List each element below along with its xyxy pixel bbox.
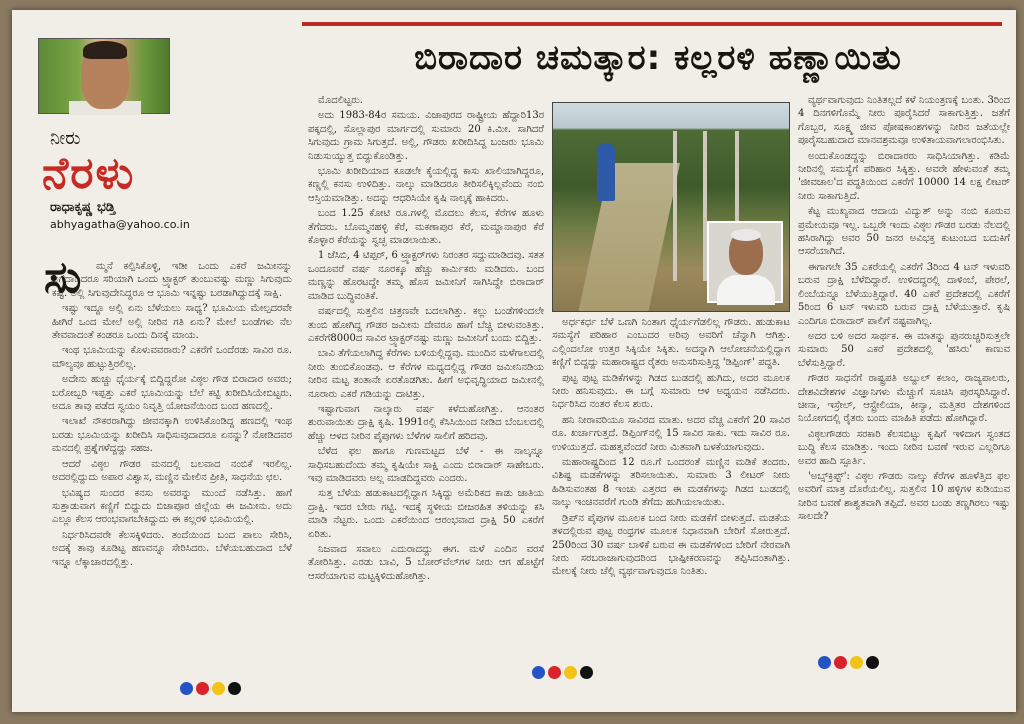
column-title: ನೆರಳು bbox=[42, 148, 136, 199]
drop-cap: ಸು bbox=[44, 252, 82, 303]
paragraph: 'ಅಬ್ಸ್‌ಕ್ರಿಪ್ಟ್': ವಿಠ್ಠಲ ಗೌಡರು ನಾಲ್ಕು ಕೆರೆಗಳ ಹೂಳೆತ್ತಿದ ಫಲ ಅವರಿಗೆ ಮಾತ್ರ ದೊರೆಯಲಿಲ್ಲ. ಸುತ್ತಲಿನ 10 ಹಳ್ಳಿಗಳ ಕುಡಿಯುವ ನೀರಿನ ಬವಣೆ ಶಾಶ್ವತವಾಗಿ ತಪ್ಪಿದೆ. ಅವರ ಬಂಡು ತಣ್ಣಗಿರಲು ಇಷ್ಟು ಸಾಲದೇ? bbox=[798, 470, 1010, 523]
paragraph: ಆದರೆ ವಿಠ್ಠಲ ಗೌಡರ ಮನದಲ್ಲಿ ಬಲವಾದ ನಂಬಿಕೆ ಇರಲಿಲ್ಲ. ಅದರಲ್ಲಿದ್ದುದು ಅಪಾರ ವಿಶ್ವಾಸ, ಮಣ್ಣಿನ ಮೇಲಿನ ಪ್ರೀತಿ, ಸಾಧನೆಯ ಛಲ. bbox=[52, 458, 292, 484]
color-dot bbox=[818, 656, 831, 669]
color-dot bbox=[548, 666, 561, 679]
paragraph: ಬಾವಿ ತೆಗೆಯಲಾಗಿದ್ದ ಕೆರೆಗಳು ಬಳಿಯಲ್ಲಿದ್ದವು. ಮುಂದಿನ ಮಳೆಗಾಲದಲ್ಲಿ ನೀರು ತುಂಬಿಕೊಂಡವು. ಆ ಕೆರೆಗಳ ಮಧ್ಯದಲ್ಲಿದ್ದ ಗೌಡರ ಜಮೀನಿನಡಿಯ ನೀರಿನ ಮಟ್ಟ ತಂತಾನೇ ಏರತೊಡಗಿತು. ಹೀಗೆ ಅಭಿವೃದ್ಧಿಯಾದ ಜಮೀನಲ್ಲಿ ನೂರಾರು ಎಕರೆ ಗಡಿಯನ್ನು ದಾಟಿತ್ತು. bbox=[308, 348, 544, 400]
photo-path bbox=[576, 163, 680, 312]
paragraph: ಅದರ ಬಳಿ ಅದರ ಸಾರ್ಥಕ. ಈ ಮಾತನ್ನು ಪುನರುಚ್ಚರಿಸುತ್ತಲೇ ಸುಮಾರು 50 ಎಕರೆ ಪ್ರದೇಶದಲ್ಲಿ 'ಹಸಿರು' ಕಾಣುವ ಬೆಳೆಸುತ್ತಿದ್ದಾರೆ. bbox=[798, 330, 1010, 369]
farmer-portrait bbox=[707, 221, 783, 303]
author-email: abhyagatha@yahoo.co.in bbox=[50, 218, 190, 231]
registration-dots bbox=[818, 656, 879, 669]
paragraph: ಇಷ್ಟು ಇದ್ದೂ ಅಲ್ಲಿ ಏನು ಬೆಳೆಯಲು ಸಾಧ್ಯ? ಭೂಮಿಯ ಮೇಲ್ಪದರವೇ ಹೀಗಿರೆ ಒಂದ ಮೇಲೆ ಅಲ್ಲಿ ನೀರಿನ ಗತಿ ಏನು? ಮೇಲೆ ಬಂಡೆಗಳು ನೆಲ ತೇವವಾದಂತೆ ಕಂಡರೂ ಒಂದು ದಿನಕ್ಕೆ ಮಾಯ. bbox=[52, 303, 292, 342]
article-headline: ಬಿರಾದಾರ ಚಮತ್ಕಾರ: ಕಲ್ಲರಳಿ ಹಣ್ಣಾಯಿತು bbox=[414, 38, 902, 78]
paragraph: ಮಹಾರಾಷ್ಟ್ರದಿಂದ 12 ರೂ.ಗೆ ಒಂದರಂತೆ ಮಣ್ಣಿನ ಮಡಿಕೆ ತಂದರು. ವಿಶಿಷ್ಟ ಮಡಕೆಗಳನ್ನು ತರಿಸಲಾಯಿತು. ಸುಮಾರು 3 ಲೀಟರ್ ನೀರು ಹಿಡಿಸುವಂತಹ 8 ಇಂಚು ಎತ್ತರದ ಈ ಮಡಕೆಗಳನ್ನು ಗಿಡದ ಬುಡದಲ್ಲಿ ನಾಲ್ಕು ಇಂಚಿನವರೆಗೆ ಗುಂಡಿ ತೆಗೆದು ಹುಗಿಯಲಾಯಿತು. bbox=[552, 457, 790, 509]
paragraph: ವರ್ಷದಲ್ಲಿ ಸುತ್ತಲಿನ ಚಿತ್ರಣವೇ ಬದಲಾಗಿತ್ತು. ಕಲ್ಲು ಬಂಡೆಗಳಿಂದಲೇ ತುಂಬಿ ಹೋಗಿದ್ದ ಗೌಡರ ಜಮೀನು ದೇವರೂ ಹಾಗೆ ಬೆಚ್ಚಿ ಬೀಳುವಂತಿತ್ತು. ಎಕರೆಗೆ8000ದ ಸಾವಿರ ಟ್ರ್ಯಾಕ್ಟರ್‌ನಷ್ಟು ಮಣ್ಣು ಜಮೀನಿಗೆ ಬಂದು ಬಿದ್ದಿತ್ತು. bbox=[308, 306, 544, 344]
paragraph: ಅಂದುಕೊಂಡದ್ದನ್ನು ಬಿರಾದಾರರು ಸಾಧಿಸಿಯಾಗಿತ್ತು. ಕಡಿಮೆ ನೀರಿನಲ್ಲಿ ಸಮಸ್ಯೆಗೆ ಪರಿಹಾರ ಸಿಕ್ಕಿತ್ತು. ಅವರೇ ಹೇಳುವಂತೆ ತಮ್ಮ 'ಜೀವಜಾಲ'ದ ಪದ್ಧತಿಯಿಂದ ಎಕರೆಗೆ 10000 14 ಲಕ್ಷ ಲೀಟರ್ ನೀರು ಸಾಕಾಗುತ್ತಿದೆ. bbox=[798, 150, 1010, 202]
author-name: ರಾಧಾಕೃಷ್ಣ ಭಡ್ತಿ bbox=[50, 200, 116, 215]
paragraph: ಈಗಾಗಲೇ 35 ಎಕರೆಯಲ್ಲಿ ಎಕರೆಗೆ 3ರಿಂದ 4 ಟನ್ ಇಳುವರಿ ಬರುವ ದ್ರಾಕ್ಷಿ ಬೆಳೆದಿದ್ದಾರೆ. ಉಳಿದದ್ದರಲ್ಲಿ ದಾಳಿಂಬೆ, ಪೇರಲೆ, ಲಿಂಬೆಯನ್ನೂ ಬೆಳೆಯುತ್ತಿದ್ದಾರೆ. 40 ಎಕರೆ ಪ್ರದೇಶದಲ್ಲಿ ಎಕರೆಗೆ 5ರಿಂದ 6 ಟನ್ ಇಳುವರಿ ಬರುವ ದ್ರಾಕ್ಷಿ ಬೆಳೆಯುತ್ತಾರೆ. ಕೃಷಿ ಎಂದಿಗೂ ಬಿರಾದಾರ್ ಪಾಲಿಗೆ ನಷ್ಟವಾಗಿಲ್ಲ. bbox=[798, 261, 1010, 327]
paragraph: ಅರ್ಧಕರ್ಧ ಬೆಳೆ ಒಣಗಿ ನಿಂತಾಗ ಧೈರ್ಯಗೆಡಲಿಲ್ಲ ಗೌಡರು. ಹುಡುಕಾಟ ಸಮಸ್ಯೆಗೆ ಪರಿಹಾರ ಎಂಬುದರ ಅರಿವು ಅವರಿಗೆ ಚೆನ್ನಾಗಿ ಆಗಿತ್ತು. ಎಲ್ಲಿಂದಲೋ ಉತ್ತರ ಸಿಕ್ಕಿಯೇ ಸಿಕ್ಕಿತು. ಅದನ್ನಾಗಿ ಆಲೋಚನೆಯಲ್ಲಿದ್ದಾಗ ಕಣ್ಣಿಗೆ ಬಿದ್ದದ್ದು ಮಹಾರಾಷ್ಟ್ರದ ರೈತರು ಅನುಸರಿಸುತ್ತಿದ್ದ 'ಡಿಪ್ಪಿಂಗ್' ಪದ್ಧತಿ. bbox=[552, 317, 790, 369]
paragraph: ಸುತ್ತ ಬೆಳೆಯ ಹಡುಕಾಟದಲ್ಲಿದ್ದಾಗ ಸಿಕ್ಕಿದ್ದು ಅಮೆರಿಕದ ಕಾಡು ಜಾತಿಯ ದ್ರಾಕ್ಷಿ. ಇದರ ಬೇರು ಗಟ್ಟಿ. ಇದಕ್ಕೆ ಸ್ಥಳೀಯ ಬೀಜರಹಿತ ತಳಿಯನ್ನು ಕಸಿ ಮಾಡಿ ನೆಟ್ಟರು. ಒಂದು ಎಕರೆಯಿಂದ ಆರಂಭವಾದ ದ್ರಾಕ್ಷಿ 50 ಎಕರೆಗೆ ಏರಿತು. bbox=[308, 488, 544, 540]
paragraph: ಬೆಳೆದ ಫಲ ಹಾಗೂ ಗುಣಮಟ್ಟದ ಬೆಳೆ - ಈ ನಾಲ್ಕನ್ನೂ ಸಾಧಿಸಬಹುದೆಂದು ತಮ್ಮ ಕೃಷಿಯೇ ಸಾಕ್ಷಿ ಎಂದು ಬಿರಾದಾರ್ ಸಾಹೇಬರು. ಇವು ಮಾಡಿದವರು ಅಲ್ಲ ಮಾಡದಿದ್ದವರು ಎಂದರು. bbox=[308, 446, 544, 484]
color-dot bbox=[180, 682, 193, 695]
article-column-3 bbox=[552, 316, 790, 704]
color-dot bbox=[834, 656, 847, 669]
registration-dots bbox=[180, 682, 241, 695]
paragraph: ನಿರ್ಧರಿಸಿದವರೇ ಕೆಲಸಕ್ಕಿಳಿದರು. ತಂದೆಯಿಂದ ಬಂದ ಪಾಲು ಸೇರಿಸಿ, ಅದಕ್ಕೆ ತಾವು ಕೂಡಿಟ್ಟ ಹಣವನ್ನೂ ಸೇರಿಸಿದರು. ಬೆಳೆಯಬಹುದಾದ ಬೆಳೆ ಇನ್ನೂ ಲೆಕ್ಕಾಚಾರದಲ್ಲಿತ್ತು. bbox=[52, 529, 292, 568]
color-dot bbox=[532, 666, 545, 679]
paragraph: ಇಂಥ ಭೂಮಿಯನ್ನು ಕೊಳುವವರಾರು? ಎಕರೆಗೆ ಒಂದೆರಡು ಸಾವಿರ ರೂ. ಮೌಲ್ಯವೂ ಹುಟ್ಟುತ್ತಿರಲಿಲ್ಲ. bbox=[52, 345, 292, 370]
paragraph: ನಿಜವಾದ ಸವಾಲು ಎದುರಾದದ್ದು ಈಗ. ಮಳೆ ಎಂದಿನ ವರಸೆ ತೋರಿಸಿತ್ತು. ಎರಡು ಬಾವಿ, 5 ಬೋರ್‌ವೆಲ್‌ಗಳ ನೀರು ಆಗ ಹೊಟ್ಟೆಗೆ ಆಸರೆಯಾಗುವ ಮಟ್ಟಕ್ಕಿಳಿದುಹೋಗಿತ್ತು. bbox=[308, 544, 544, 582]
portrait-hair bbox=[731, 229, 761, 241]
color-dot bbox=[580, 666, 593, 679]
color-dot bbox=[850, 656, 863, 669]
paragraph: ಬಂದ 1.25 ಕೋಟಿ ರೂ.ಗಳಲ್ಲಿ ಮೊದಲು ಕೆಲಸ, ಕೆರೆಗಳ ಹೂಳು ತೆಗೆದರು. ಬೊಮ್ಮನಹಳ್ಳಿ ಕೆರೆ, ಮಕಣಾಪುರ ಕೆರೆ, ಮಮ್ದಾನಾಪುರ ಕೆರೆ ಕೊಳ್ಳಾರ ಕೆರೆಯನ್ನು ಸ್ವಚ್ಛ ಮಾಡಲಾಯಿತು. bbox=[308, 208, 544, 247]
article-column-1 bbox=[52, 260, 292, 690]
paragraph: ಅದು 1983-84ರ ಸಮಯ. ವಿಜಾಪುರದ ರಾಷ್ಟ್ರೀಯ ಹೆದ್ದಾರಿ13ರ ಪಕ್ಕದಲ್ಲಿ, ಸೊಲ್ಲಾಪುರ ಮಾರ್ಗದಲ್ಲಿ ಸುಮಾರು 20 ಕಿ.ಮೀ. ಸಾಗಿದರೆ ಸಿಗುವುದು ಗ್ರಾಮ ಸಿಗುತ್ತದೆ. ಅಲ್ಲಿ, ಗೌಡರು ಖರೀದಿಸಿದ್ದ ಬಂಜರು ಭೂಮಿ ನಿಡುಸುಯ್ಯುತ್ತ ಬಿದ್ದುಕೊಂಡಿತ್ತು. bbox=[308, 110, 544, 162]
registration-dots bbox=[532, 666, 593, 679]
color-dot bbox=[228, 682, 241, 695]
article-column-4 bbox=[798, 94, 1010, 704]
paragraph: ವಿಠ್ಠಲಗೌಡರು ಸರಕಾರಿ ಕೆಲಸಬಿಟ್ಟು ಕೃಷಿಗೆ ಇಳಿದಾಗ ಸ್ವಂತದ ಬುದ್ಧಿ ಕೆಲಸ ಮಾಡಿತ್ತು. ಇಂದು ನೀರಿನ ಬವಣೆ ಇರುವ ಎಲ್ಲರಿಗೂ ಅವರ ಹಾದಿ ಸ್ಪೂರ್ತಿ. bbox=[798, 428, 1010, 467]
color-dot bbox=[212, 682, 225, 695]
photo-hair bbox=[83, 41, 127, 59]
portrait-shirt bbox=[717, 275, 775, 305]
paragraph: ಮ್ಮನೆ ಕಲ್ಪಿಸಿಕೊಳ್ಳಿ, ಇಡೀ ಒಂದು ಎಕರೆ ಜಮೀನನ್ನು ಅಗೆದಾಡಿದರೂ ಸರಿಯಾಗಿ ಒಂದು ಟ್ರ್ಯಾಕ್ಟರ್ ತುಂಬುವಷ್ಟು ಮಣ್ಣು ಸಿಗುವುದು ಕಷ್ಟ. ಅಲ್ಲಿ ಸಿಗುವುದೇನಿದ್ದರೂ ಆ ಭೂಮಿ ಇನ್ನಷ್ಟು ಬರಡಾಗಿದ್ದುದಕ್ಕೆ ಸಾಕ್ಷಿ. bbox=[52, 261, 292, 299]
paragraph: ಭವಿಷ್ಯದ ಸುಂದರ ಕನಸು ಅವರನ್ನು ಮುಂದೆ ನಡೆಸಿತ್ತು. ಹಾಗೆ ಸುತ್ತಾಡುವಾಗ ಕಣ್ಣಿಗೆ ಬಿದ್ದುದು ಬಿಜಾಪೂರ ಜಿಲ್ಲೆಯ ಈ ಜಮೀನು. ಅದು ಎಲ್ಲೂ ಕೆಲಸ ಆರಂಭವಾಗಬೇಕಿದ್ದುದು ಈ ಕಲ್ಲರಳಿ ಭೂಮಿಯಲ್ಲಿ. bbox=[52, 487, 292, 526]
paragraph: ಇಷ್ಟಾಗುವಾಗ ನಾಲ್ಕಾರು ವರ್ಷ ಕಳೆದುಹೋಗಿತ್ತು. ಆನಂತರ ಶುರುವಾಯಿತು ದ್ರಾಕ್ಷಿ ಕೃಷಿ. 1991ರಲ್ಲಿ ಕೆಸಿಸಿಯಿಂದ ನೀಡಿದ ಬೆಂಬಲದಲ್ಲಿ ಹೆಚ್ಚು ಆಳದ ನೀರಿನ ಪೈಪುಗಳು ಬೆಳೆಗಳ ಸಾಲಿಗೆ ಹರಿದವು. bbox=[308, 403, 544, 442]
paragraph: ಭೂಮಿ ಖರೀದಿಯಾದ ಕೂಡಲೇ ಕೈಯಲ್ಲಿದ್ದ ಕಾಸು ಖಾಲಿಯಾಗಿದ್ದರೂ, ಕಣ್ಣಲ್ಲಿ ಕನಸು ಉಳಿದಿತ್ತು. ನಾಲ್ಕು ಮಾಡಿದರೂ ತೀರಿಸಲಿಕ್ಕಿಲ್ಲವೆಂದು ನಂಬಿ ಆಸ್ತಿಯಮಾಡಿತ್ತು. ಅದನ್ನು ಆಧರಿಸಿಯೇ ಕೃಷಿ ನಾಲ್ಕಕ್ಕೆ ಹಾಕಿದರು. bbox=[308, 166, 544, 204]
paragraph: ಡ್ರಿಪ್‌ನ ಪೈಪುಗಳ ಮೂಲಕ ಬಂದ ನೀರು ಮಡಕೆಗೆ ಬೀಳುತ್ತದೆ. ಮಡಕೆಯ ತಳದಲ್ಲಿರುವ ಪುಟ್ಟ ರಂಧ್ರಗಳ ಮೂಲಕ ನಿಧಾನವಾಗಿ ಬೇರಿಗೆ ಸೋರುತ್ತದೆ. 250ರಿಂದ 30 ವರ್ಷ ಬಾಳಿಕೆ ಬರುವ ಈ ಮಡಕೆಗಳಿಂದ ಬೇರಿಗೆ ನೇರವಾಗಿ ನೀರು ಸರಬರಾಜಾಗುವುದರಿಂದ ಭಾಷ್ಪೀಕರಣವನ್ನು ತಪ್ಪಿಸಿದಂತಾಗಿತ್ತು. ಮೇಲಕ್ಕೆ ನೀರು ಚೆಲ್ಲಿ ವ್ಯರ್ಥವಾಗುವುದೂ ನಿಂತಿತು. bbox=[552, 512, 790, 578]
paragraph: ಇಲಾಖೆ ನೌಕರರಾಗಿದ್ದು ಜೀವನಕ್ಕಾಗಿ ಉಳಿಸಿಕೊಂಡಿದ್ದ ಹಣದಲ್ಲಿ ಇಂಥ ಬರಡು ಭೂಮಿಯನ್ನು ಖರೀದಿಸಿ ಸಾಧಿಸುವುದಾದರೂ ಏನನ್ನು? ನೋಡಿದವರ ಮನದಲ್ಲಿ ಪ್ರಶ್ನೆಗಳೆದ್ದದ್ದು ಸಹಜ. bbox=[52, 416, 292, 455]
paragraph: ಕೆಟ್ಟ ಮುಖ್ಯವಾದ ಆದಾಯ ವಿದ್ಯುತ್ ಅನ್ನು ನಂಬಿ ಕೂರುವ ಪ್ರಮೇಯವೂ ಇಲ್ಲ. ಒಬ್ಬರೇ ಇಂದು ವಿಠ್ಠಲ ಗೌಡರ ಬರಡು ನೆಲದಲ್ಲಿ ಹಸಿರಾಗಿದ್ದು ಅವರ 50 ಜನರ ಅವಿಭಕ್ತ ಕುಟುಂಬದ ಬದುಕಿಗೆ ಆಸರೆಯಾಗಿದೆ. bbox=[798, 206, 1010, 258]
paragraph: ವ್ಯರ್ಥವಾಗುವುದು ನಿಂತಿತಲ್ಲದೆ ಕಳೆ ನಿಯಂತ್ರಣಕ್ಕೆ ಬಂತು. 3ರಿಂದ 4 ದಿನಗಳಿಗೊಮ್ಮೆ ನೀರು ಪೂರೈಸಿದರೆ ಸಾಕಾಗುತ್ತಿತ್ತು. ಜತೆಗೆ ಗೊಬ್ಬರ, ಸೂಕ್ಷ್ಮ ಜೀವ ಪೋಷಕಾಂಶಗಳನ್ನು ನೀರಿನ ಜತೆಯಲ್ಲೇ ಪೂರೈಸಬಹುದಾದ ಮಾನವಶ್ರಮವೂ ಉಳಿತಾಯವಾಗಲಾರಂಭಿಸಿತು. bbox=[798, 95, 1010, 147]
paragraph: ಪುಟ್ಟ ಪುಟ್ಟ ಮಡಿಕೆಗಳನ್ನು ಗಿಡದ ಬುಡದಲ್ಲಿ ಹುಗಿದು, ಅದರ ಮೂಲಕ ನೀರು ಹನಿಸುವುದು. ಈ ಬಗ್ಗೆ ಸುಮಾರು ಆಳ ಅಧ್ಯಯನ ನಡೆಸಿದರು. ನಿರ್ಧರಿಸಿದ ನಂತರ ಕೆಲಸ ಶುರು. bbox=[552, 372, 790, 411]
paragraph: ಮೊದಲಿಟ್ಟರು. bbox=[318, 95, 363, 106]
color-dot bbox=[866, 656, 879, 669]
header-rule bbox=[302, 22, 1002, 26]
paragraph: ಹನಿ ನೀರಾವರಿಯೂ ಸಾವಿರದ ಮಾತು. ಅದರ ವೆಚ್ಚ ಎಕರೆಗೆ 20 ಸಾವಿರ ರೂ. ಖರ್ಚಾಗುತ್ತದೆ. ಡಿಪ್ಪಿಂಗ್‌ನಲ್ಲಿ 15 ಸಾವಿರ ಸಾಕು. ಇದು ಸಾವಿರ ರೂ. ಉಳಿಯುತ್ತದೆ. ಮಹತ್ವವೆಂದರೆ ನೀರು ಮಿತವಾಗಿ ಬಳಕೆಯಾಗುವುದು. bbox=[552, 414, 790, 453]
photo-worker bbox=[597, 143, 615, 201]
photo-pole bbox=[673, 131, 677, 281]
color-dot bbox=[196, 682, 209, 695]
article-column-2 bbox=[308, 94, 544, 704]
color-dot bbox=[564, 666, 577, 679]
paragraph: ಗೌಡರ ಸಾಧನೆಗೆ ರಾಷ್ಟ್ರಪತಿ ಅಬ್ದುಲ್ ಕಲಾಂ, ರಾಜ್ಯಪಾಲರು, ದೇಶವಿದೇಶಗಳ ವಿಜ್ಞಾನಿಗಳು ಮೆಚ್ಚುಗೆ ಸೂಚಿಸಿ ಪುರಸ್ಕರಿಸಿದ್ದಾರೆ. ಚೀನಾ, ಇಸ್ರೇಲ್, ಆಸ್ಟ್ರೇಲಿಯಾ, ಕೀನ್ಯಾ, ಮತ್ತಿತರ ದೇಶಗಳಿಂದ ನಿಯೋಗದಲ್ಲಿ ರೈತರು ಬಂದು ಮಾಹಿತಿ ಪಡೆದು ಹೋಗಿದ್ದಾರೆ. bbox=[798, 373, 1010, 425]
vineyard-photo bbox=[552, 102, 790, 312]
paragraph: 1 ಜೆಸಿಬಿ, 4 ಟಿಪ್ಪರ್, 6 ಟ್ರ್ಯಾಕ್ಟರ್‌ಗಳು ನಿರಂತರ ಸದ್ದುಮಾಡಿದವು. ಸತತ ಒಂದೂವರೆ ವರ್ಷ ನೂರಕ್ಕೂ ಹೆಚ್ಚು ಕಾರ್ಮಿಕರು ಮಡಿದರು. ಬಂದ ಮಣ್ಣನ್ನು ಹೊರಟದ್ದೇ ತಮ್ಮ ಹೊಸ ಜಮೀನಿಗೆ ಸಾಗಿಸಿದ್ದೇ ಬಿರಾದಾರ್ ಮಾಡಿದ ಬುದ್ಧಿವಂತಿಕೆ. bbox=[308, 250, 544, 302]
columnist-photo bbox=[38, 38, 170, 114]
paragraph: ಅದೇನು ಹುಚ್ಚು ಧೈರ್ಯಕ್ಕೆ ಬಿದ್ದಿದ್ದರೋ ವಿಠ್ಠಲ ಗೌಡ ಬಿರಾದಾರ ಅವರು; ಬರೋಬ್ಬರಿ ಇಪ್ಪತ್ತು ಎಕರೆ ಭೂಮಿಯನ್ನು ಬೆಲೆ ಕಟ್ಟಿ ಖರೀದಿಸಿಯೇಬಿಟ್ಟರು. ಅದೂ ತಾವು ಪಡೆದ ಸ್ವಯಂ ನಿವೃತ್ತಿ ಯೋಜನೆಯಿಂದ ಬಂದ ಹಣದಲ್ಲಿ. bbox=[52, 374, 292, 413]
column-label: ನೀರು bbox=[50, 128, 81, 149]
newspaper-page bbox=[12, 10, 1016, 712]
